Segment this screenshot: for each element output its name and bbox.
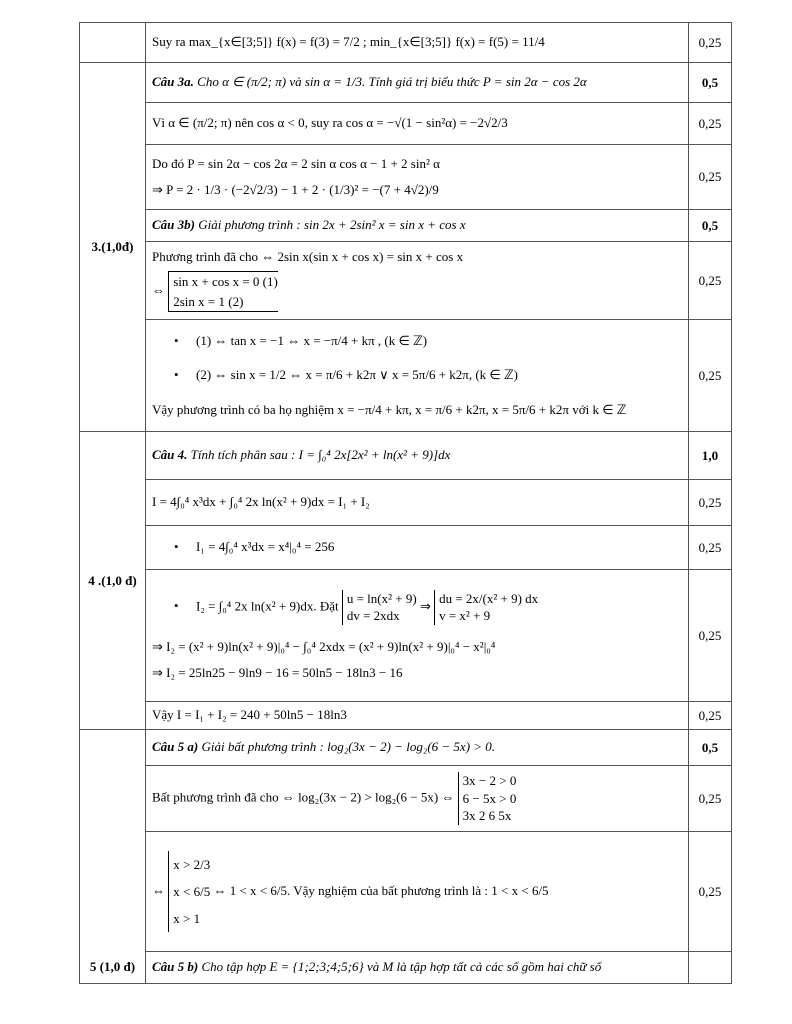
score-cell: 0,25: [689, 570, 732, 702]
question-5a: Câu 5 a) Giải bất phương trình : log₂(3x − 2) − log₂(6 − 5x) > 0.: [146, 730, 689, 766]
row-content: Vậy I = I₁ + I₂ = 240 + 50ln5 − 18ln3: [146, 702, 689, 730]
score-cell: 0,25: [689, 320, 732, 432]
substitution-system: u = ln(x² + 9) dv = 2xdx: [342, 590, 417, 625]
score-cell: 0,25: [689, 480, 732, 526]
question-5b: Câu 5 b) Cho tập hợp E = {1;2;3;4;5;6} và M là tập hợp tất cả các số gồm hai chữ số: [146, 952, 689, 984]
score-cell: 0,25: [689, 145, 732, 210]
solution-system: x > 2/3 x < 6/5 x > 1: [168, 851, 210, 933]
table-row: [80, 242, 732, 320]
table-row: [80, 480, 732, 526]
section-label: 3.(1,0đ): [80, 63, 146, 432]
row-content: Phương trình đã cho ⇔ 2sin x(sin x + cos x) = sin x + cos x ⇔ sin x + cos x = 0 (1) 2sin x = 1 (2): [146, 242, 689, 320]
inequality-system: 3x − 2 > 0 6 − 5x > 0 3x 2 6 5x: [458, 772, 517, 825]
row-content: • I₂ = ∫₀⁴ 2x ln(x² + 9)dx. Đặt u = ln(x² + 9) dv = 2xdx ⇒ du = 2x/(x² + 9) dx v = x² + 9 ⇒ I₂ = (x² + 9)ln(x² + 9)|₀⁴ − ∫₀⁴ 2xdx = (x² + 9)ln(x² + 9)|₀⁴ − x²|₀⁴ ⇒ I₂ = 25ln25 − 9ln9 − 16 = 50ln5 − 18ln3 − 16: [146, 570, 689, 702]
table-row: [80, 145, 732, 210]
derivative-system: du = 2x/(x² + 9) dx v = x² + 9: [434, 590, 538, 625]
score-cell: 1,0: [689, 432, 732, 480]
section-label: 4 .(1,0 đ): [80, 432, 146, 730]
row-content: ⇔ x > 2/3 x < 6/5 x > 1 ⇔ 1 < x < 6/5. Vậy nghiệm của bất phương trình là : 1 < x < 6/5: [146, 832, 689, 952]
section-label: 5 (1,0 đ): [80, 730, 146, 984]
table-row: [80, 832, 732, 952]
table-row: [80, 570, 732, 702]
row-content: • I₁ = 4∫₀⁴ x³dx = x⁴|₀⁴ = 256: [146, 526, 689, 570]
table-row: [80, 952, 732, 984]
score-cell: 0,25: [689, 832, 732, 952]
table-row: [80, 210, 732, 242]
score-cell: 0,5: [689, 730, 732, 766]
table-row: [80, 526, 732, 570]
score-cell: 0,5: [689, 63, 732, 103]
section-cell: [80, 23, 146, 63]
score-cell: 0,25: [689, 23, 732, 63]
question-3b: Câu 3b) Giải phương trình : sin 2x + 2sin² x = sin x + cos x: [146, 210, 689, 242]
score-cell: 0,5: [689, 210, 732, 242]
table-row: [80, 103, 732, 145]
table-row: [80, 766, 732, 832]
table-row: [80, 320, 732, 432]
row-content: Vì α ∈ (π/2; π) nên cos α < 0, suy ra cos α = −√(1 − sin²α) = −2√2/3: [146, 103, 689, 145]
score-cell: 0,25: [689, 242, 732, 320]
row-content: • (1) ⇔ tan x = −1 ⇔ x = −π/4 + kπ , (k ∈ ℤ) • (2) ⇔ sin x = 1/2 ⇔ x = π/6 + k2π ∨ x = 5π/6 + k2π, (k ∈ ℤ) Vậy phương trình có ba họ nghiệm x = −π/4 + kπ, x = π/6 + k2π, x = 5π/6 + k2π với k ∈ ℤ: [146, 320, 689, 432]
row-content: Do đó P = sin 2α − cos 2α = 2 sin α cos α − 1 + 2 sin² α ⇒ P = 2 · 1/3 · (−2√2/3) − 1 + 2 · (1/3)² = −(7 + 4√2)/9: [146, 145, 689, 210]
score-cell: 0,25: [689, 526, 732, 570]
table-row: [80, 432, 732, 480]
table-row: [80, 730, 732, 766]
table-row: [80, 23, 732, 63]
question-3a: Câu 3a. Cho α ∈ (π/2; π) và sin α = 1/3. Tính giá trị biểu thức P = sin 2α − cos 2α: [146, 63, 689, 103]
question-4: Câu 4. Tính tích phân sau : I = ∫₀⁴ 2x[2x² + ln(x² + 9)]dx: [146, 432, 689, 480]
row-content: Suy ra max_{x∈[3;5]} f(x) = f(3) = 7/2 ; min_{x∈[3;5]} f(x) = f(5) = 11/4: [146, 23, 689, 63]
row-content: Bất phương trình đã cho ⇔ log₂(3x − 2) > log₂(6 − 5x) ⇔ 3x − 2 > 0 6 − 5x > 0 3x 2 6 5x: [146, 766, 689, 832]
score-cell: 0,25: [689, 103, 732, 145]
row-content: I = 4∫₀⁴ x³dx + ∫₀⁴ 2x ln(x² + 9)dx = I₁ + I₂: [146, 480, 689, 526]
table-row: [80, 702, 732, 730]
score-cell: 0,25: [689, 766, 732, 832]
answer-table: [79, 22, 732, 984]
score-cell: 0,25: [689, 702, 732, 730]
equation-system: sin x + cos x = 0 (1) 2sin x = 1 (2): [168, 271, 278, 312]
score-cell: [689, 952, 732, 984]
table-row: [80, 63, 732, 103]
